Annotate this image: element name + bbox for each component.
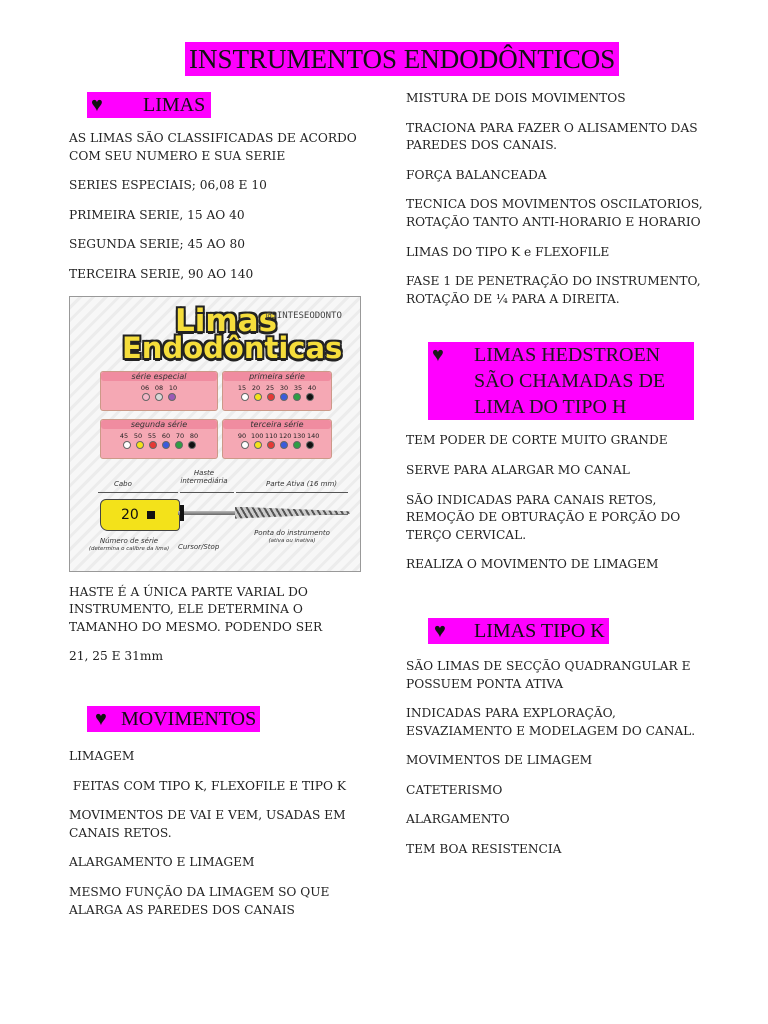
paragraph: TECNICA DOS MOVIMENTOS OSCILATORIOS, ROTAÇÃO TANTO ANTI-HORARIO E HORARIO bbox=[406, 197, 703, 229]
paragraph: MESMO FUNÇÃO DA LIMAGEM SO QUE ALARGA AS PAREDES DOS CANAIS bbox=[69, 884, 330, 917]
section-heading-tipok bbox=[428, 618, 609, 644]
paragraph: FEITAS COM TIPO K, FLEXOFILE E TIPO K bbox=[69, 778, 346, 793]
right-column bbox=[406, 90, 706, 871]
heart-icon: ♥ bbox=[91, 94, 103, 116]
author-handle: @SINTESEODONTO bbox=[266, 310, 342, 321]
label-ponta-sub: (ativa ou inativa) bbox=[268, 537, 316, 544]
paragraph: AS LIMAS SÃO CLASSIFICADAS DE ACORDO COM SEU NUMERO E SUA SERIE bbox=[69, 131, 357, 163]
serie-color-dots bbox=[223, 393, 331, 401]
infographic-title-line1: Limas bbox=[175, 302, 278, 339]
serie-box-especial bbox=[100, 371, 218, 411]
paragraph: FORÇA BALANCEADA bbox=[406, 167, 547, 182]
paragraph: TERCEIRA SERIE, 90 AO 140 bbox=[69, 266, 254, 281]
file-number: 90 bbox=[237, 431, 247, 440]
color-dot bbox=[188, 441, 196, 449]
bracket-parte bbox=[236, 492, 348, 497]
paragraph: INDICADAS PARA EXPLORAÇÃO, ESVAZIAMENTO E MODELAGEM DO CANAL. bbox=[406, 706, 696, 738]
file-number: 30 bbox=[279, 383, 289, 392]
file-number: 80 bbox=[189, 431, 199, 440]
paragraph: SÃO LIMAS DE SECÇÃO QUADRANGULAR E POSSUEM PONTA ATIVA bbox=[406, 658, 691, 691]
label-cursor: Cursor/Stop bbox=[178, 542, 220, 551]
serie-label: segunda série bbox=[101, 420, 217, 429]
paragraph: TRACIONA PARA FAZER O ALISAMENTO DAS PAREDES DOS CANAIS. bbox=[406, 120, 698, 153]
endodontic-files-infographic bbox=[69, 296, 361, 572]
serie-box-primeira bbox=[222, 371, 332, 411]
heart-icon: ♥ bbox=[95, 707, 107, 730]
label-numero-sub: (determina o calibre da lima) bbox=[88, 545, 170, 552]
serie-label: terceira série bbox=[223, 420, 331, 429]
color-dot bbox=[241, 441, 249, 449]
label-ponta-text: Ponta do instrumento bbox=[254, 528, 330, 537]
paragraph: SERVE PARA ALARGAR MO CANAL bbox=[406, 462, 630, 477]
file-number: 130 bbox=[293, 431, 306, 440]
serie-color-dots bbox=[101, 441, 217, 449]
label-numero-text: Número de série bbox=[99, 536, 159, 545]
paragraph: REALIZA O MOVIMENTO DE LIMAGEM bbox=[406, 557, 659, 572]
serie-numbers bbox=[101, 384, 217, 392]
color-dot bbox=[293, 393, 301, 401]
file-number: 35 bbox=[293, 383, 303, 392]
infographic-title-line2: Endodônticas bbox=[122, 330, 343, 365]
file-number: 20 bbox=[251, 383, 261, 392]
label-parte-ativa: Parte Ativa (16 mm) bbox=[266, 479, 338, 488]
paragraph: LIMAS DO TIPO K e FLEXOFILE bbox=[406, 244, 610, 259]
bracket-haste bbox=[180, 492, 234, 497]
section-heading-label: LIMAS bbox=[143, 94, 206, 116]
handle-square-icon bbox=[147, 511, 155, 519]
color-dot bbox=[162, 441, 170, 449]
heart-icon: ♥ bbox=[432, 344, 444, 367]
file-number: 70 bbox=[175, 431, 185, 440]
color-dot bbox=[241, 393, 249, 401]
paragraph: TEM BOA RESISTENCIA bbox=[406, 842, 562, 857]
color-dot bbox=[123, 441, 131, 449]
serie-color-dots bbox=[101, 393, 217, 401]
file-number: 100 bbox=[251, 431, 264, 440]
file-number: 50 bbox=[133, 431, 143, 440]
serie-numbers bbox=[223, 384, 331, 392]
paragraph: ALARGAMENTO bbox=[406, 812, 510, 827]
label-ponta bbox=[244, 529, 340, 545]
color-dot bbox=[267, 441, 275, 449]
section-heading-limas bbox=[87, 92, 211, 118]
color-dot bbox=[168, 393, 176, 401]
color-dot bbox=[149, 441, 157, 449]
color-dot bbox=[142, 393, 150, 401]
color-dot bbox=[254, 441, 262, 449]
label-cabo: Cabo bbox=[114, 479, 132, 488]
color-dot bbox=[136, 441, 144, 449]
color-dot bbox=[306, 441, 314, 449]
paragraph: FASE 1 DE PENETRAÇÃO DO INSTRUMENTO, ROTAÇÃO DE ¼ PARA A DIREITA. bbox=[406, 274, 701, 306]
file-handle bbox=[100, 499, 180, 531]
paragraph: SEGUNDA SERIE; 45 AO 80 bbox=[69, 237, 246, 252]
file-number: 110 bbox=[265, 431, 278, 440]
color-dot bbox=[293, 441, 301, 449]
serie-label: primeira série bbox=[223, 372, 331, 381]
file-number: 140 bbox=[307, 431, 320, 440]
heart-icon: ♥ bbox=[434, 619, 446, 642]
file-number: 06 bbox=[140, 383, 150, 392]
serie-color-dots bbox=[223, 441, 331, 449]
color-dot bbox=[254, 393, 262, 401]
paragraph: PRIMEIRA SERIE, 15 AO 40 bbox=[69, 207, 245, 222]
paragraph: SÃO INDICADAS PARA CANAIS RETOS, REMOÇÃO DE OBTURAÇÃO E PORÇÃO DO TERÇO CERVICAL. bbox=[406, 492, 681, 542]
file-number: 15 bbox=[237, 383, 247, 392]
file-number: 60 bbox=[161, 431, 171, 440]
color-dot bbox=[155, 393, 163, 401]
color-dot bbox=[267, 393, 275, 401]
file-stop bbox=[180, 505, 184, 521]
left-column bbox=[69, 92, 369, 931]
file-number: 10 bbox=[168, 383, 178, 392]
file-number: 55 bbox=[147, 431, 157, 440]
serie-box-segunda bbox=[100, 419, 218, 459]
color-dot bbox=[280, 393, 288, 401]
color-dot bbox=[306, 393, 314, 401]
label-numero bbox=[84, 537, 174, 553]
file-number: 40 bbox=[307, 383, 317, 392]
bracket-cabo bbox=[98, 492, 178, 497]
serie-label: série especial bbox=[101, 372, 217, 381]
paragraph: MOVIMENTOS DE LIMAGEM bbox=[406, 753, 593, 768]
serie-numbers bbox=[223, 432, 331, 440]
paragraph: LIMAGEM bbox=[69, 748, 135, 763]
file-number: 25 bbox=[265, 383, 275, 392]
file-number: 08 bbox=[154, 383, 164, 392]
paragraph: SERIES ESPECIAIS; 06,08 E 10 bbox=[69, 178, 267, 193]
color-dot bbox=[175, 441, 183, 449]
file-number: 120 bbox=[279, 431, 292, 440]
paragraph: TEM PODER DE CORTE MUITO GRANDE bbox=[406, 433, 668, 448]
paragraph: MOVIMENTOS DE VAI E VEM, USADAS EM CANAIS RETOS. bbox=[69, 808, 346, 840]
paragraph: 21, 25 E 31mm bbox=[69, 649, 164, 664]
paragraph: CATETERISMO bbox=[406, 782, 503, 797]
serie-box-terceira bbox=[222, 419, 332, 459]
paragraph: ALARGAMENTO E LIMAGEM bbox=[69, 855, 255, 870]
section-heading-hedstroen bbox=[428, 342, 694, 420]
serie-numbers bbox=[101, 432, 217, 440]
paragraph: HASTE É A ÚNICA PARTE VARIAL DO INSTRUMENTO, ELE DETERMINA O TAMANHO DO MESMO. PODENDO SER bbox=[69, 584, 323, 634]
section-heading-label: LIMAS TIPO K bbox=[474, 619, 605, 642]
color-dot bbox=[280, 441, 288, 449]
file-active-part bbox=[235, 507, 350, 519]
page-title: INSTRUMENTOS ENDODÔNTICOS bbox=[185, 42, 619, 76]
section-heading-label: MOVIMENTOS bbox=[121, 707, 257, 730]
paragraph: MISTURA DE DOIS MOVIMENTOS bbox=[406, 91, 626, 105]
section-heading-label: LIMAS HEDSTROEN SÃO CHAMADAS DE LIMA DO TIPO H bbox=[474, 344, 666, 419]
handle-number: 20 bbox=[121, 506, 139, 523]
file-number: 45 bbox=[119, 431, 129, 440]
label-haste: Haste intermediária bbox=[180, 468, 228, 485]
section-heading-movimentos bbox=[87, 706, 260, 732]
